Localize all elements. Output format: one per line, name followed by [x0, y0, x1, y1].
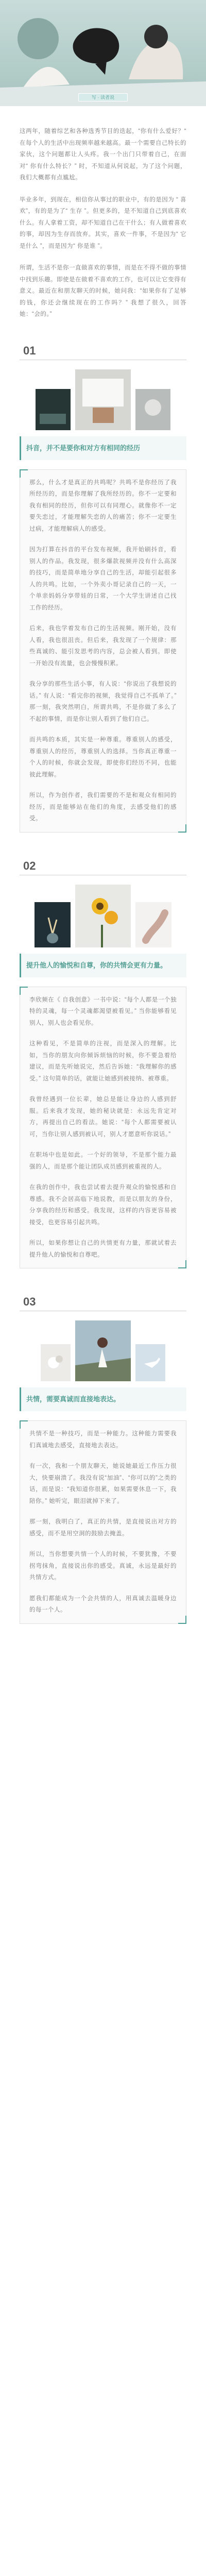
section-photo-row-03 — [20, 1320, 186, 1381]
section-heading-01: 抖音，并不是要你和对方有相同的经历 — [20, 436, 186, 460]
intro-paragraph-2: 毕业多年，到现在，相信你从事过的职业中，有的是因为 “ 喜欢”，有的是为了“ 生存 ”。但更多的，是不知道自己到底喜欢什么。有人拿着工资，却不知道自己在干什么；有人做着喜欢的事，却因为生存而放弃。其实，喜欢一件事，不是因为“ 它是什么 ”，而是因为“ 你是谁 ”。 — [20, 196, 186, 249]
soft-room-photo — [135, 389, 170, 430]
section-heading-02: 提升他人的愉悦和自尊，你的共情会更有力量。 — [20, 954, 186, 977]
section-01 — [20, 344, 186, 833]
section-card-02 — [20, 987, 186, 1269]
section-01-paragraph-3: 后来，我也学着发布自己的生活视频。刚开始，没有人看，我也很沮丧。但后来，我发现了一个规律：那些真诚的、能引发思考的内容，总会被人看到。即使一开始没有流量，也会慢慢积累。 — [29, 625, 177, 667]
section-02-paragraph-4: 在职场中也是如此。一个好的领导，不是那个能力最强的人，而是那个能让团队成员感到被重视的人。 — [29, 1152, 177, 1170]
card-corner-top-left — [20, 1420, 28, 1429]
hero-circle — [18, 18, 59, 59]
white-flowers-photo — [41, 1344, 71, 1381]
section-02-paragraph-5: 在我的创作中，我也尝试着去提升观众的愉悦感和自尊感。我不会居高临下地说教，而是以朋友的身份，分享我的经历和感受。我发现，这样的内容更容易被接受，也更容易引起共鸣。 — [29, 1184, 177, 1226]
hero-figure-left — [23, 67, 70, 88]
tulip-vase-photo — [35, 902, 71, 947]
section-01-paragraph-5: 而共鸣的本质，其实是一种尊重。尊重别人的感受，尊重别人的经历，尊重别人的选择。当你真正尊重一个人的时候，你就会发现，即使你们经历不同，也能彼此理解。 — [29, 737, 177, 778]
author-tag: 写 · 读者说 — [78, 93, 128, 101]
section-card-03 — [20, 1420, 186, 1624]
section-photo-row-01 — [20, 369, 186, 430]
section-02-paragraph-6: 所以，如果你想让自己的共情更有力量，那就试着去提升他人的愉悦和自尊吧。 — [29, 1240, 177, 1258]
section-03-paragraph-4: 所以，当你想要共情一个人的时候，不要犹豫，不要拐弯抹角，直接说出你的感受。真诚，永远是最好的共情方式。 — [29, 1551, 177, 1581]
hero-speech-bubble — [73, 28, 119, 63]
section-01-paragraph-1: 那么，什么才是真正的共鸣呢？共鸣不是你经历了我所经历的，而是你理解了我所经历的。你不一定要和我有相同的经历，但你可以有同理心。就像你不一定要失恋过，才能理解失恋的人的痛苦；你不一定要生过病，才能理解病人的感受。 — [29, 479, 177, 532]
section-card-01 — [20, 469, 186, 833]
section-number-03: 03 — [23, 1295, 36, 1308]
airplane-sky-photo — [135, 1344, 165, 1381]
hero-image — [0, 0, 206, 106]
section-01-paragraph-6: 所以，作为创作者，我们需要的不是和观众有相同的经历，而是能够站在他们的角度，去感受他们的感受。 — [29, 792, 177, 822]
card-corner-bottom-right — [178, 824, 186, 833]
section-02 — [20, 859, 186, 1269]
hero-illustration — [0, 0, 206, 106]
intro-paragraph-3: 所谓，生活不是你一直做喜欢的事情，而是在不得不做的事情中找到乐趣。即使是在做着不喜欢的工作，也可以让它变得有意义。最近在和朋友聊天的时候，她问我：“如果你有了足够的钱，你还会继续现在的工作吗？” 我想了很久，回答她：“会的。” — [20, 265, 186, 317]
section-02-paragraph-2: 这种看见，不是简单的注视，而是深入的理解。比如，当你的朋友向你倾诉烦恼的时候，你不要急着给建议，而是先听她说完，然后告诉她：“我理解你的感受。” 这句简单的话，就能让她感到被接纳、被尊重。 — [29, 1041, 177, 1082]
hand-sunlight-photo — [135, 902, 171, 947]
section-01-paragraph-4: 我分享的那些生活小事，有人说：“你说出了我想说的话。” 有人说：“看完你的视频，我觉得自己不孤单了。” 那一刻，我突然明白，所谓共鸣，不是你做了多么了不起的事情，而是你让别人看到了他们自己。 — [29, 681, 177, 722]
section-03-paragraph-2: 有一次，我和一个朋友聊天，她说她最近工作压力很大，快要崩溃了。我没有说“加油”、“你可以的”之类的话，而是说：“我知道你很累，如果需要休息一下，我陪你。” 她听完，眼泪就掉下来了。 — [29, 1463, 177, 1504]
hero-head-right — [144, 25, 168, 48]
dark-workspace-photo — [36, 389, 71, 430]
section-03-paragraph-1: 共情不是一种技巧，而是一种能力。这种能力需要我们真诚地去感受，直接地去表达。 — [29, 1431, 177, 1449]
wind-girl-photo — [75, 1320, 131, 1381]
section-heading-03: 共情，需要真诚而直接地表达。 — [20, 1387, 186, 1411]
section-03-paragraph-3: 那一刻，我明白了，真正的共情，是直接说出对方的感受，而不是用空洞的鼓励去掩盖。 — [29, 1519, 177, 1537]
section-02-paragraph-1: 李欣频在《 自我创意》一书中说：“每个人都是一个独特的灵魂，每一个灵魂都渴望被看见。” 当你能够看见别人，别人也会看见你。 — [29, 996, 177, 1026]
intro-paragraph-1: 这两年，随着综艺和各种选秀节目的迭起，“你有什么爱好？“ 在每个人的生活中出现频率越来越高。最一个需要自己特长的家伙，这个问题都让人头疼。我一个出门只带着自己，在面对“ 你有什么特长？” 时，不知道从何说起，为了这个问题，我们大概都有点尴尬。 — [20, 128, 186, 181]
card-corner-bottom-right — [178, 1616, 186, 1624]
section-number-02: 02 — [23, 859, 36, 872]
section-02-paragraph-3: 我曾经遇到一位长辈，她总是能让身边的人感到舒服。后来我才发现，她的秘诀就是：永远先肯定对方，再提出自己的看法。她说：“每个人都需要被认可，当你让别人感到被认可，别人才愿意听你说话。” — [29, 1096, 177, 1138]
section-03-paragraph-5: 愿我们都能成为一个会共情的人，用真诚去温暖身边的每一个人。 — [29, 1595, 177, 1613]
card-corner-top-left — [20, 987, 28, 995]
card-corner-top-left — [20, 469, 28, 478]
sunflower-photo — [75, 885, 131, 947]
section-01-paragraph-2: 因为打算在抖音的平台发布视频，我开始刷抖音，看别人的作品。我发现，很多爆款视频并没有什么高深的技巧，而是简单地分享自己的生活，却能引起很多人的共鸣。比如，一个外卖小哥记录自己的一天，一个单亲妈妈分享带娃的日常，一个大学生讲述自己找工作的经历。 — [29, 547, 177, 611]
section-number-01: 01 — [23, 344, 36, 357]
section-photo-row-02 — [20, 885, 186, 947]
architect-desk-photo — [75, 369, 131, 430]
article-content — [0, 126, 206, 1624]
card-corner-bottom-right — [178, 1260, 186, 1268]
section-03 — [20, 1295, 186, 1624]
intro-section — [20, 126, 186, 320]
